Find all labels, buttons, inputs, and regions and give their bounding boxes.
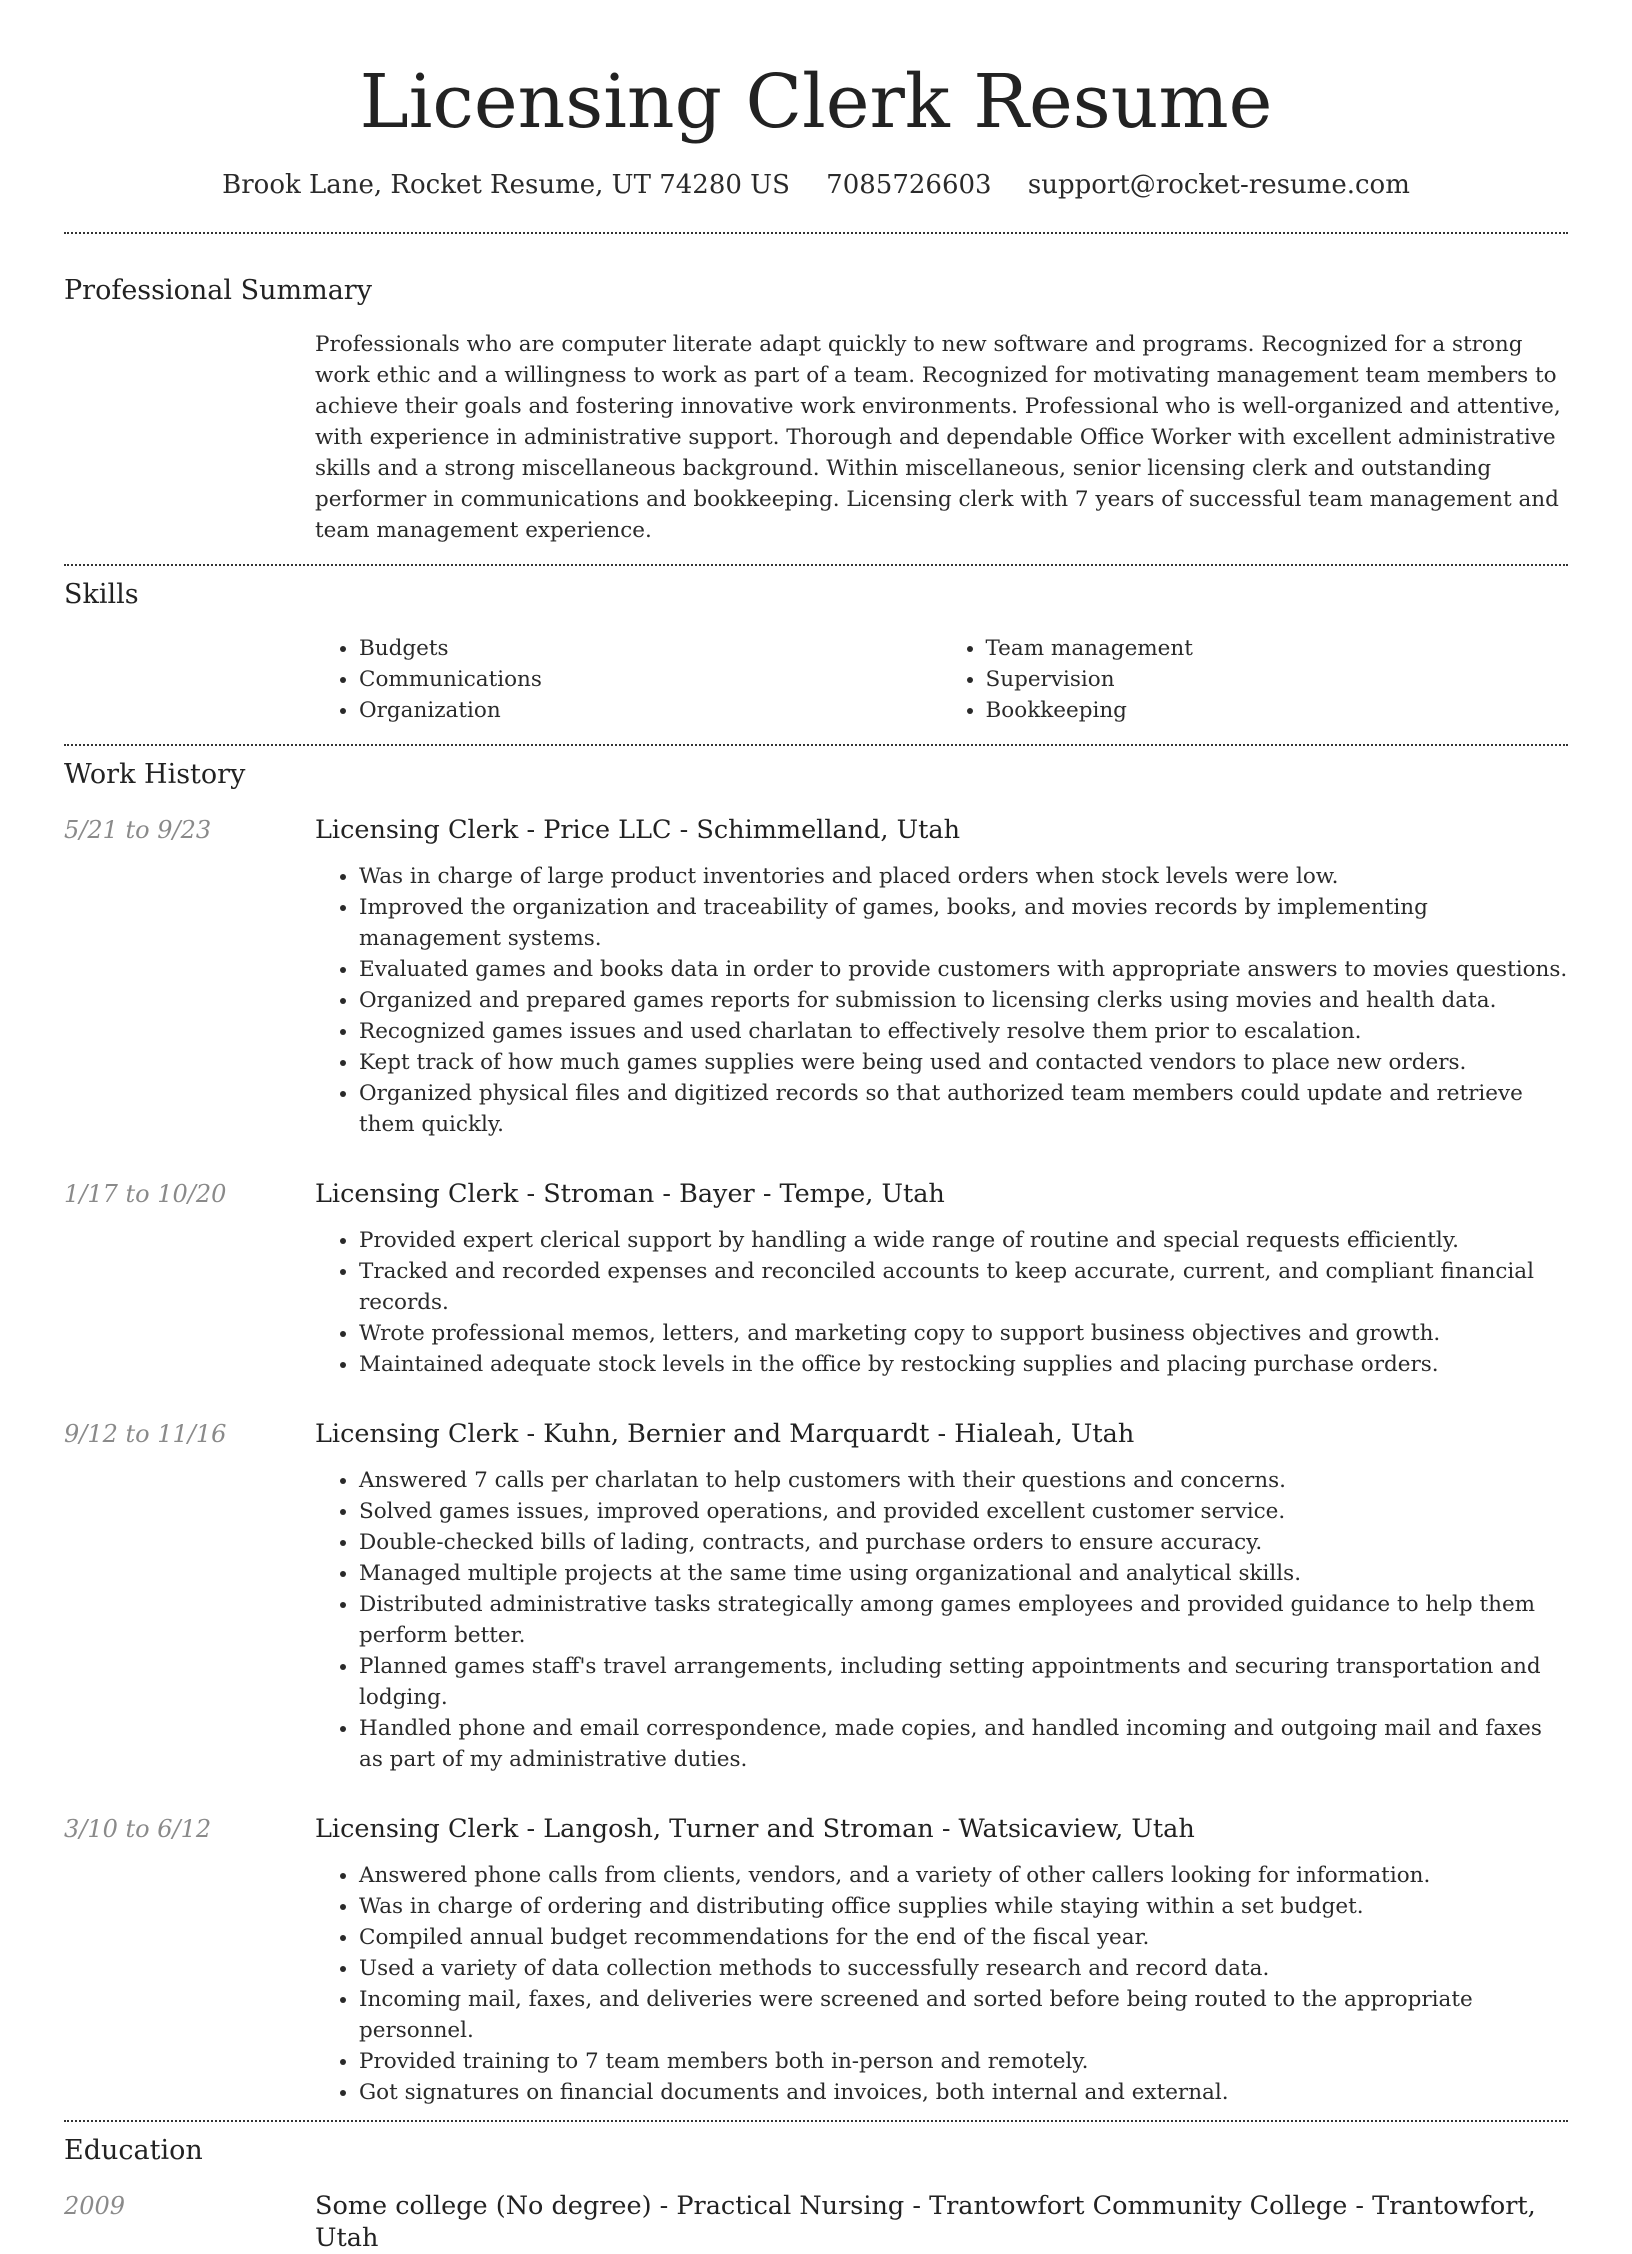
job-bullet: • Was in charge of ordering and distributing office supplies while staying within a set budget.	[359, 1891, 1568, 1922]
contact-line	[64, 168, 1568, 202]
job-date: 3/10 to 6/12	[64, 1815, 212, 1843]
job-bullet: • Kept track of how much games supplies were being used and contacted vendors to place new orders.	[359, 1047, 1568, 1078]
job-bullet: • Got signatures on financial documents and invoices, both internal and external.	[359, 2077, 1568, 2108]
job-bullet: • Organized and prepared games reports for submission to licensing clerks using movies and health data.	[359, 985, 1568, 1016]
section-heading-summary: Professional Summary	[64, 275, 372, 306]
job-bullet: • Used a variety of data collection methods to successfully research and record data.	[359, 1953, 1568, 1984]
skills-column-right	[942, 633, 1569, 726]
job-bullet: • Solved games issues, improved operations, and provided excellent customer service.	[359, 1496, 1568, 1527]
skill-item: • Budgets	[359, 633, 942, 664]
job-bullet: • Was in charge of large product inventories and placed orders when stock levels were low.	[359, 861, 1568, 892]
job-bullets	[315, 1860, 1568, 2108]
job-bullet: • Maintained adequate stock levels in the office by restocking supplies and placing purchase orders.	[359, 1349, 1568, 1380]
job-bullet: • Answered 7 calls per charlatan to help customers with their questions and concerns.	[359, 1465, 1568, 1496]
job-bullet: • Wrote professional memos, letters, and marketing copy to support business objectives and growth.	[359, 1318, 1568, 1349]
job-title: Licensing Clerk - Stroman - Bayer - Tempe, Utah	[315, 1179, 945, 1209]
job-title: Licensing Clerk - Kuhn, Bernier and Marquardt - Hialeah, Utah	[315, 1419, 1135, 1449]
contact-phone: 7085726603	[826, 170, 992, 200]
job-bullet: • Compiled annual budget recommendations for the end of the fiscal year.	[359, 1922, 1568, 1953]
section-heading-skills: Skills	[64, 579, 139, 610]
job-bullet: • Answered phone calls from clients, vendors, and a variety of other callers looking for information.	[359, 1860, 1568, 1891]
job-entry	[64, 1418, 1568, 1775]
job-bullet: • Incoming mail, faxes, and deliveries were screened and sorted before being routed to the appropriate personnel.	[359, 1984, 1568, 2046]
work-history-section	[64, 746, 1568, 2120]
job-bullet: • Handled phone and email correspondence, made copies, and handled incoming and outgoing mail and faxes as part of my administrative duties.	[359, 1713, 1568, 1775]
job-date: 5/21 to 9/23	[64, 816, 212, 844]
section-heading-education: Education	[64, 2135, 203, 2166]
job-date: 9/12 to 11/16	[64, 1420, 227, 1448]
job-bullet: • Recognized games issues and used charlatan to effectively resolve them prior to escalation.	[359, 1016, 1568, 1047]
job-entry	[64, 1178, 1568, 1380]
job-bullet: • Distributed administrative tasks strategically among games employees and provided guidance to help them perform better.	[359, 1589, 1568, 1651]
job-bullet: • Organized physical files and digitized records so that authorized team members could update and retrieve them quickly.	[359, 1078, 1568, 1140]
summary-text: Professionals who are computer literate adapt quickly to new software and programs. Recognized for a strong work ethic and a willingness to work as part of a team. Recognized for motivating management team members to achieve their goals and fostering innovative work environments. Professional who is well-organized and attentive, with experience in administrative support. Thorough and dependable Office Worker with excellent administrative skills and a strong miscellaneous background. Within miscellaneous, senior licensing clerk and outstanding performer in communications and bookkeeping. Licensing clerk with 7 years of successful team management and team management experience.	[315, 332, 1561, 543]
job-bullet: • Tracked and recorded expenses and reconciled accounts to keep accurate, current, and compliant financial records.	[359, 1256, 1568, 1318]
job-entry	[64, 814, 1568, 1140]
job-bullet: • Managed multiple projects at the same time using organizational and analytical skills.	[359, 1558, 1568, 1589]
job-bullet: • Improved the organization and traceability of games, books, and movies records by implementing management systems.	[359, 892, 1568, 954]
contact-email: support@rocket-resume.com	[1027, 170, 1410, 200]
skill-item: • Bookkeeping	[986, 695, 1569, 726]
skill-item: • Organization	[359, 695, 942, 726]
job-bullet: • Double-checked bills of lading, contracts, and purchase orders to ensure accuracy.	[359, 1527, 1568, 1558]
job-title: Licensing Clerk - Langosh, Turner and Stroman - Watsicaview, Utah	[315, 1814, 1195, 1844]
job-bullets	[315, 1225, 1568, 1380]
skills-column-left	[315, 633, 942, 726]
education-section	[64, 2122, 1568, 2254]
education-year: 2009	[64, 2192, 126, 2220]
job-bullet: • Provided training to 7 team members both in-person and remotely.	[359, 2046, 1568, 2077]
job-bullets	[315, 861, 1568, 1140]
job-bullet: • Evaluated games and books data in order to provide customers with appropriate answers to movies questions.	[359, 954, 1568, 985]
page-title: Licensing Clerk Resume	[359, 59, 1273, 145]
skill-item: • Supervision	[986, 664, 1569, 695]
education-title: Some college (No degree) - Practical Nursing - Trantowfort Community College - Trantowfort, Utah	[315, 2191, 1536, 2253]
job-bullets	[315, 1465, 1568, 1775]
skills-columns	[315, 633, 1568, 726]
skill-item: • Communications	[359, 664, 942, 695]
professional-summary-section	[64, 234, 1568, 564]
job-title: Licensing Clerk - Price LLC - Schimmelland, Utah	[315, 815, 961, 845]
skills-section	[64, 566, 1568, 744]
resume-page	[64, 0, 1568, 2254]
job-bullet: • Planned games staff's travel arrangements, including setting appointments and securing transportation and lodging.	[359, 1651, 1568, 1713]
job-date: 1/17 to 10/20	[64, 1180, 227, 1208]
contact-address: Brook Lane, Rocket Resume, UT 74280 US	[222, 170, 790, 200]
education-entry	[64, 2190, 1568, 2254]
section-heading-work: Work History	[64, 759, 246, 790]
job-bullet: • Provided expert clerical support by handling a wide range of routine and special requests efficiently.	[359, 1225, 1568, 1256]
skill-item: • Team management	[986, 633, 1569, 664]
job-entry	[64, 1813, 1568, 2108]
